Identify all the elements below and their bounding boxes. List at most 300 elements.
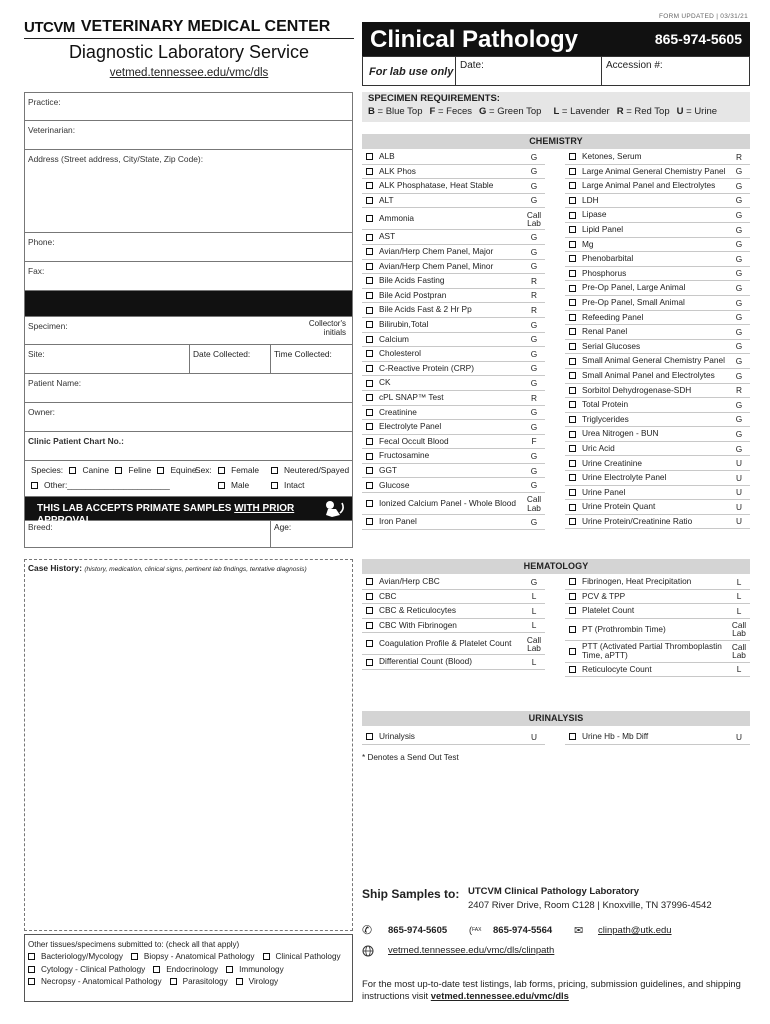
- checkbox-icon[interactable]: [569, 666, 576, 673]
- checkbox-icon[interactable]: [569, 358, 576, 365]
- service-url[interactable]: vetmed.tennessee.edu/vmc/dls: [109, 67, 269, 80]
- checkbox-icon[interactable]: [569, 328, 576, 335]
- checkbox-icon[interactable]: [569, 431, 576, 438]
- checkbox-icon[interactable]: [366, 607, 373, 614]
- checkbox-icon[interactable]: [569, 241, 576, 248]
- age-field[interactable]: [270, 521, 353, 548]
- tube-code: G: [735, 297, 743, 308]
- test-row[interactable]: [565, 427, 750, 442]
- practice-field[interactable]: [25, 93, 352, 121]
- tube-code: L: [736, 576, 742, 587]
- tissue-row: [28, 952, 349, 961]
- test-row[interactable]: [565, 369, 750, 384]
- phone-field[interactable]: [25, 233, 352, 262]
- test-row[interactable]: [362, 303, 545, 318]
- test-name: Urine Protein/Creatinine Ratio: [582, 516, 693, 526]
- fax-label: Fax:: [28, 266, 45, 276]
- checkbox-icon[interactable]: [366, 640, 373, 647]
- tube-code: L: [736, 605, 742, 616]
- monkey-icon: [322, 499, 346, 519]
- test-name: Electrolyte Panel: [379, 422, 442, 432]
- tube-code: Call Lab: [526, 494, 542, 513]
- date-collected-label: Date Collected:: [193, 349, 251, 359]
- tube-code: U: [531, 731, 537, 742]
- email-icon: ✉: [574, 925, 584, 937]
- specimen-req-title: SPECIMEN REQUIREMENTS:: [368, 93, 500, 104]
- test-row[interactable]: [565, 384, 750, 399]
- test-row[interactable]: [362, 604, 545, 619]
- tube-code: G: [735, 355, 743, 366]
- test-row[interactable]: [362, 230, 545, 245]
- checkbox-icon[interactable]: [569, 270, 576, 277]
- checkbox-icon[interactable]: [366, 453, 373, 460]
- tube-code: G: [530, 363, 538, 374]
- checkbox-icon[interactable]: [366, 307, 373, 314]
- checkbox-icon[interactable]: [569, 648, 576, 655]
- checkbox-icon[interactable]: [569, 460, 576, 467]
- test-row[interactable]: [565, 281, 750, 296]
- tube-code: R: [531, 290, 537, 301]
- tube-code: L: [531, 657, 537, 668]
- checkbox-icon[interactable]: [569, 372, 576, 379]
- time-collected-field[interactable]: [270, 345, 353, 373]
- tube-code: G: [530, 516, 538, 527]
- specimen-legend: [368, 107, 744, 118]
- checkbox-icon[interactable]: [569, 489, 576, 496]
- tissue-option[interactable]: Parasitology: [170, 977, 228, 986]
- test-row[interactable]: [362, 194, 545, 209]
- test-name: Differential Count (Blood): [379, 657, 473, 667]
- contact-phone[interactable]: 865-974-5605: [388, 925, 448, 936]
- service-name: Diagnostic Laboratory Service: [68, 42, 310, 63]
- lab-use-box: [362, 56, 750, 86]
- veterinarian-field[interactable]: [25, 121, 352, 150]
- species-sex-row: [25, 461, 352, 497]
- checkbox-icon[interactable]: [366, 482, 373, 489]
- test-row[interactable]: [565, 311, 750, 326]
- test-name: ALK Phosphatase, Heat Stable: [379, 181, 494, 191]
- test-row[interactable]: [362, 150, 545, 165]
- legend-item: L = Lavender: [553, 105, 610, 117]
- test-row[interactable]: [565, 663, 750, 678]
- test-name: Calcium: [379, 334, 409, 344]
- test-row[interactable]: [362, 245, 545, 260]
- tube-code: G: [530, 261, 538, 272]
- tube-code: U: [736, 487, 742, 498]
- test-row[interactable]: [362, 391, 545, 406]
- checkbox-icon[interactable]: [569, 343, 576, 350]
- tube-code: G: [530, 421, 538, 432]
- checkbox-icon[interactable]: [366, 182, 373, 189]
- test-name: Pre-Op Panel, Small Animal: [582, 297, 685, 307]
- species-label: Species:: [31, 465, 64, 475]
- checkbox-icon[interactable]: [366, 578, 373, 585]
- test-name: ALB: [379, 152, 395, 162]
- tube-code: G: [530, 180, 538, 191]
- tube-code: Call Lab: [526, 209, 542, 228]
- test-row[interactable]: [565, 619, 750, 641]
- test-name: AST: [379, 232, 396, 242]
- test-row[interactable]: [565, 604, 750, 619]
- test-name: PCV & TPP: [582, 591, 626, 601]
- form-updated: FORM UPDATED | 03/31/21: [658, 13, 748, 20]
- checkbox-icon[interactable]: [366, 277, 373, 284]
- test-name: Small Animal General Chemistry Panel: [582, 356, 725, 366]
- checkbox-icon[interactable]: [366, 659, 373, 666]
- tissue-row: [28, 977, 349, 986]
- tissue-option[interactable]: Virology: [236, 977, 278, 986]
- test-row[interactable]: [362, 730, 545, 745]
- legend-item: B = Blue Top: [368, 105, 423, 117]
- contact-fax[interactable]: 865-974-5564: [493, 925, 553, 936]
- test-row[interactable]: [565, 398, 750, 413]
- contact-web[interactable]: vetmed.tennessee.edu/vmc/dls/clinpath: [388, 945, 555, 956]
- tube-code: G: [530, 334, 538, 345]
- test-name: Creatinine: [379, 407, 417, 417]
- tube-code: L: [736, 664, 742, 675]
- submitter-info-box: [24, 92, 353, 548]
- test-row[interactable]: [565, 252, 750, 267]
- org-line: [24, 18, 354, 39]
- test-row[interactable]: [565, 500, 750, 515]
- checkbox-icon[interactable]: [569, 445, 576, 452]
- legend-item: U = Urine: [676, 105, 718, 117]
- tube-code: G: [530, 450, 538, 461]
- checkbox-icon[interactable]: [366, 168, 373, 175]
- test-row[interactable]: [565, 165, 750, 180]
- urinalysis-col-2: [565, 730, 750, 745]
- tube-code: L: [736, 591, 742, 602]
- test-row[interactable]: [565, 515, 750, 530]
- test-name: Mg: [582, 239, 594, 249]
- case-history-box[interactable]: [24, 559, 353, 931]
- test-name: Avian/Herp Chem Panel, Minor: [379, 261, 494, 271]
- test-name: Fructosamine: [379, 451, 430, 461]
- tissue-option[interactable]: Endocrinology: [153, 965, 218, 974]
- primate-text: THIS LAB ACCEPTS PRIMATE SAMPLES WITH PRIOR APPROVAL.: [37, 503, 295, 526]
- tube-code: Call Lab: [526, 634, 542, 653]
- tube-code: L: [531, 620, 537, 631]
- fax-field[interactable]: [25, 262, 352, 291]
- test-name: cPL SNAP™ Test: [379, 392, 444, 402]
- chemistry-col-2: [565, 150, 750, 529]
- hematology-col-2: [565, 575, 750, 677]
- checkbox-icon[interactable]: [366, 593, 373, 600]
- checkbox-icon[interactable]: [569, 416, 576, 423]
- tube-code: G: [735, 239, 743, 250]
- test-row[interactable]: [565, 590, 750, 605]
- utcvm-logo: UTCVM: [24, 18, 75, 36]
- test-name: Ketones, Serum: [582, 152, 642, 162]
- sex-male[interactable]: Male: [218, 481, 249, 491]
- checkbox-icon[interactable]: [569, 285, 576, 292]
- urinalysis-heading: URINALYSIS: [362, 711, 750, 726]
- org-name: VETERINARY MEDICAL CENTER: [80, 18, 331, 35]
- test-row[interactable]: [565, 194, 750, 209]
- test-name: Phenobarbital: [582, 254, 634, 264]
- tissue-option[interactable]: Immunology: [226, 965, 284, 974]
- tube-code: Call Lab: [731, 641, 747, 661]
- tube-code: G: [530, 465, 538, 476]
- globe-icon: [362, 945, 374, 957]
- checkbox-icon[interactable]: [366, 263, 373, 270]
- test-name: Triglycerides: [582, 414, 629, 424]
- checkbox-icon[interactable]: [569, 212, 576, 219]
- test-row[interactable]: [362, 575, 545, 590]
- phone-icon: ✆: [362, 923, 373, 937]
- checkbox-icon[interactable]: [569, 153, 576, 160]
- sex-intact[interactable]: Intact: [271, 481, 304, 491]
- checkbox-icon[interactable]: [366, 321, 373, 328]
- test-row[interactable]: [565, 179, 750, 194]
- other-tissues-title: Other tissues/specimens submitted to: (check all that apply): [28, 940, 240, 949]
- checkbox-icon[interactable]: [569, 299, 576, 306]
- tube-code: G: [530, 377, 538, 388]
- test-row[interactable]: [362, 493, 545, 515]
- tube-code: G: [530, 407, 538, 418]
- tube-code: G: [735, 399, 743, 410]
- phone-label: Phone:: [28, 237, 55, 247]
- checkbox-icon[interactable]: [366, 350, 373, 357]
- test-row[interactable]: [565, 641, 750, 663]
- checkbox-icon[interactable]: [366, 248, 373, 255]
- footer-link[interactable]: vetmed.tennessee.edu/vmc/dls: [430, 989, 569, 1001]
- test-name: Reticulocyte Count: [582, 664, 652, 674]
- page-title: Clinical Pathology: [370, 26, 579, 53]
- checkbox-icon[interactable]: [569, 226, 576, 233]
- checkbox-icon[interactable]: [569, 518, 576, 525]
- checkbox-icon[interactable]: [366, 215, 373, 222]
- date-collected-field[interactable]: [189, 345, 270, 373]
- species-equine[interactable]: Equine: [157, 465, 196, 475]
- checkbox-icon[interactable]: [569, 474, 576, 481]
- checkbox-icon[interactable]: [569, 607, 576, 614]
- site-label: Site:: [28, 349, 45, 359]
- test-name: CBC: [379, 591, 397, 601]
- chart-no-field[interactable]: [25, 432, 352, 461]
- test-name: Platelet Count: [582, 606, 635, 616]
- checkbox-icon[interactable]: [366, 292, 373, 299]
- case-history-heading: Case History: (history, medication, clinical signs, pertinent lab findings, tentative diagnosis): [28, 563, 307, 573]
- collector-initials-label: Collector's initials: [308, 319, 346, 337]
- test-row[interactable]: [565, 208, 750, 223]
- test-name: C-Reactive Protein (CRP): [379, 363, 474, 373]
- checkbox-icon: [271, 482, 278, 489]
- checkbox-icon[interactable]: [366, 733, 373, 740]
- checkbox-icon[interactable]: [366, 622, 373, 629]
- specimen-label: Specimen:: [28, 321, 68, 331]
- checkbox-icon[interactable]: [569, 401, 576, 408]
- patient-name-field[interactable]: [25, 374, 352, 403]
- checkbox-icon[interactable]: [569, 168, 576, 175]
- tube-code: R: [736, 151, 742, 162]
- tissue-option[interactable]: Biopsy - Anatomical Pathology: [131, 952, 255, 961]
- footer-note: For the most up-to-date test listings, lab forms, pricing, submission guidelines, and shipping instructions visit vetmed.tennessee.edu/vmc/dls: [362, 978, 741, 1001]
- tissue-options: [28, 952, 349, 986]
- test-name: CBC With Fibrinogen: [379, 620, 457, 630]
- age-label: Age:: [274, 522, 292, 532]
- test-row[interactable]: [362, 260, 545, 275]
- tube-code: U: [736, 516, 742, 527]
- tissue-option[interactable]: Cytology - Clinical Pathology: [28, 965, 145, 974]
- test-row[interactable]: [362, 590, 545, 605]
- test-row[interactable]: [362, 333, 545, 348]
- test-row[interactable]: [362, 619, 545, 634]
- test-row[interactable]: [362, 376, 545, 391]
- tube-code: G: [735, 443, 743, 454]
- test-row[interactable]: [362, 435, 545, 450]
- test-row[interactable]: [565, 456, 750, 471]
- tissue-option[interactable]: Bacteriology/Mycology: [28, 952, 123, 961]
- test-row[interactable]: [565, 267, 750, 282]
- test-row[interactable]: [362, 478, 545, 493]
- checkbox-icon[interactable]: [366, 409, 373, 416]
- sex-female[interactable]: Female: [218, 465, 259, 475]
- site-row: [25, 345, 352, 374]
- tube-code: G: [530, 576, 538, 587]
- test-name: Phosphorus: [582, 268, 627, 278]
- test-name: Urine Creatinine: [582, 458, 642, 468]
- primate-banner: [25, 497, 352, 526]
- checkbox-icon[interactable]: [366, 438, 373, 445]
- checkbox-icon[interactable]: [366, 467, 373, 474]
- tube-code: G: [530, 319, 538, 330]
- tube-code: U: [736, 472, 742, 483]
- tube-code: G: [735, 312, 743, 323]
- checkbox-icon[interactable]: [569, 197, 576, 204]
- test-row[interactable]: [362, 449, 545, 464]
- checkbox-icon: [226, 966, 233, 973]
- test-row[interactable]: [565, 150, 750, 165]
- checkbox-icon[interactable]: [569, 593, 576, 600]
- checkbox-icon[interactable]: [366, 380, 373, 387]
- checkbox-icon: [31, 482, 38, 489]
- tissue-option[interactable]: Clinical Pathology: [263, 952, 341, 961]
- test-row[interactable]: [362, 318, 545, 333]
- tube-code: U: [736, 731, 742, 742]
- test-row[interactable]: [362, 274, 545, 289]
- header-left: [24, 18, 354, 80]
- test-name: Refeeding Panel: [582, 312, 644, 322]
- checkbox-icon[interactable]: [569, 255, 576, 262]
- breed-label[interactable]: Breed:: [28, 522, 53, 532]
- checkbox-icon: [218, 482, 225, 489]
- web-line: [362, 945, 752, 961]
- checkbox-icon[interactable]: [366, 197, 373, 204]
- checkbox-icon[interactable]: [366, 153, 373, 160]
- test-row[interactable]: [565, 471, 750, 486]
- tissue-option[interactable]: Necropsy - Anatomical Pathology: [28, 977, 162, 986]
- checkbox-icon[interactable]: [569, 578, 576, 585]
- test-row[interactable]: [362, 515, 545, 530]
- test-row[interactable]: [565, 223, 750, 238]
- checkbox-icon[interactable]: [569, 733, 576, 740]
- test-row[interactable]: [565, 340, 750, 355]
- tube-code: G: [530, 166, 538, 177]
- test-row[interactable]: [362, 362, 545, 377]
- address-label: Address (Street address, City/State, Zip Code):: [28, 154, 204, 164]
- legend-item: F = Feces: [429, 105, 473, 117]
- test-row[interactable]: [362, 420, 545, 435]
- checkbox-icon[interactable]: [569, 314, 576, 321]
- test-row[interactable]: [565, 575, 750, 590]
- tube-code: G: [530, 232, 538, 243]
- checkbox-icon[interactable]: [366, 500, 373, 507]
- checkbox-icon[interactable]: [569, 387, 576, 394]
- test-row[interactable]: [565, 354, 750, 369]
- tube-code: G: [735, 428, 743, 439]
- checkbox-icon[interactable]: [366, 394, 373, 401]
- contact-line: [362, 925, 752, 941]
- date-field[interactable]: [455, 57, 601, 85]
- test-name: Urea Nitrogen - BUN: [582, 429, 659, 439]
- address-field[interactable]: [25, 150, 352, 233]
- checkbox-icon[interactable]: [366, 234, 373, 241]
- test-row[interactable]: [565, 325, 750, 340]
- test-name: Renal Panel: [582, 327, 628, 337]
- test-name: LDH: [582, 195, 599, 205]
- test-row[interactable]: [362, 655, 545, 670]
- sex-neutered[interactable]: Neutered/Spayed: [271, 466, 349, 476]
- checkbox-icon[interactable]: [569, 504, 576, 511]
- title-phone: 865-974-5605: [654, 31, 742, 47]
- test-row[interactable]: [565, 486, 750, 501]
- test-row[interactable]: [362, 464, 545, 479]
- checkbox-icon[interactable]: [366, 336, 373, 343]
- tube-code: U: [736, 501, 742, 512]
- checkbox-icon[interactable]: [569, 626, 576, 633]
- tube-code: R: [531, 304, 537, 315]
- test-name: Fibrinogen, Heat Precipitation: [582, 577, 692, 587]
- test-name: Bilirubin,Total: [379, 319, 429, 329]
- owner-field[interactable]: [25, 403, 352, 432]
- test-row[interactable]: [565, 730, 750, 745]
- accession-field[interactable]: [601, 57, 749, 85]
- test-row[interactable]: [362, 289, 545, 304]
- test-name: Urine Hb - Mb Diff: [582, 732, 649, 742]
- test-row[interactable]: [362, 208, 545, 230]
- test-row[interactable]: [362, 406, 545, 421]
- species-line: [31, 466, 197, 476]
- test-name: CBC & Reticulocytes: [379, 606, 457, 616]
- test-row[interactable]: [565, 442, 750, 457]
- test-row[interactable]: [362, 179, 545, 194]
- tube-code: L: [531, 591, 537, 602]
- specimen-field[interactable]: [25, 317, 352, 345]
- species-canine[interactable]: Canine: [69, 465, 109, 475]
- sex-label: Sex:: [195, 465, 212, 475]
- checkbox-icon[interactable]: [366, 518, 373, 525]
- tube-code: G: [735, 370, 743, 381]
- test-name: Ammonia: [379, 214, 415, 224]
- test-row[interactable]: [565, 238, 750, 253]
- species-other[interactable]: Other:______________________: [31, 481, 170, 491]
- checkbox-icon[interactable]: [366, 365, 373, 372]
- legend-item: G = Green Top: [479, 105, 542, 117]
- test-row[interactable]: [362, 347, 545, 362]
- test-row[interactable]: [362, 165, 545, 180]
- checkbox-icon: [236, 978, 243, 985]
- test-name: Uric Acid: [582, 443, 615, 453]
- test-row[interactable]: [565, 413, 750, 428]
- checkbox-icon[interactable]: [569, 182, 576, 189]
- test-name: Serial Glucoses: [582, 341, 641, 351]
- checkbox-icon[interactable]: [366, 423, 373, 430]
- test-row[interactable]: [565, 296, 750, 311]
- species-feline[interactable]: Feline: [115, 465, 151, 475]
- contact-email[interactable]: clinpath@utk.edu: [598, 925, 672, 936]
- test-row[interactable]: [362, 633, 545, 655]
